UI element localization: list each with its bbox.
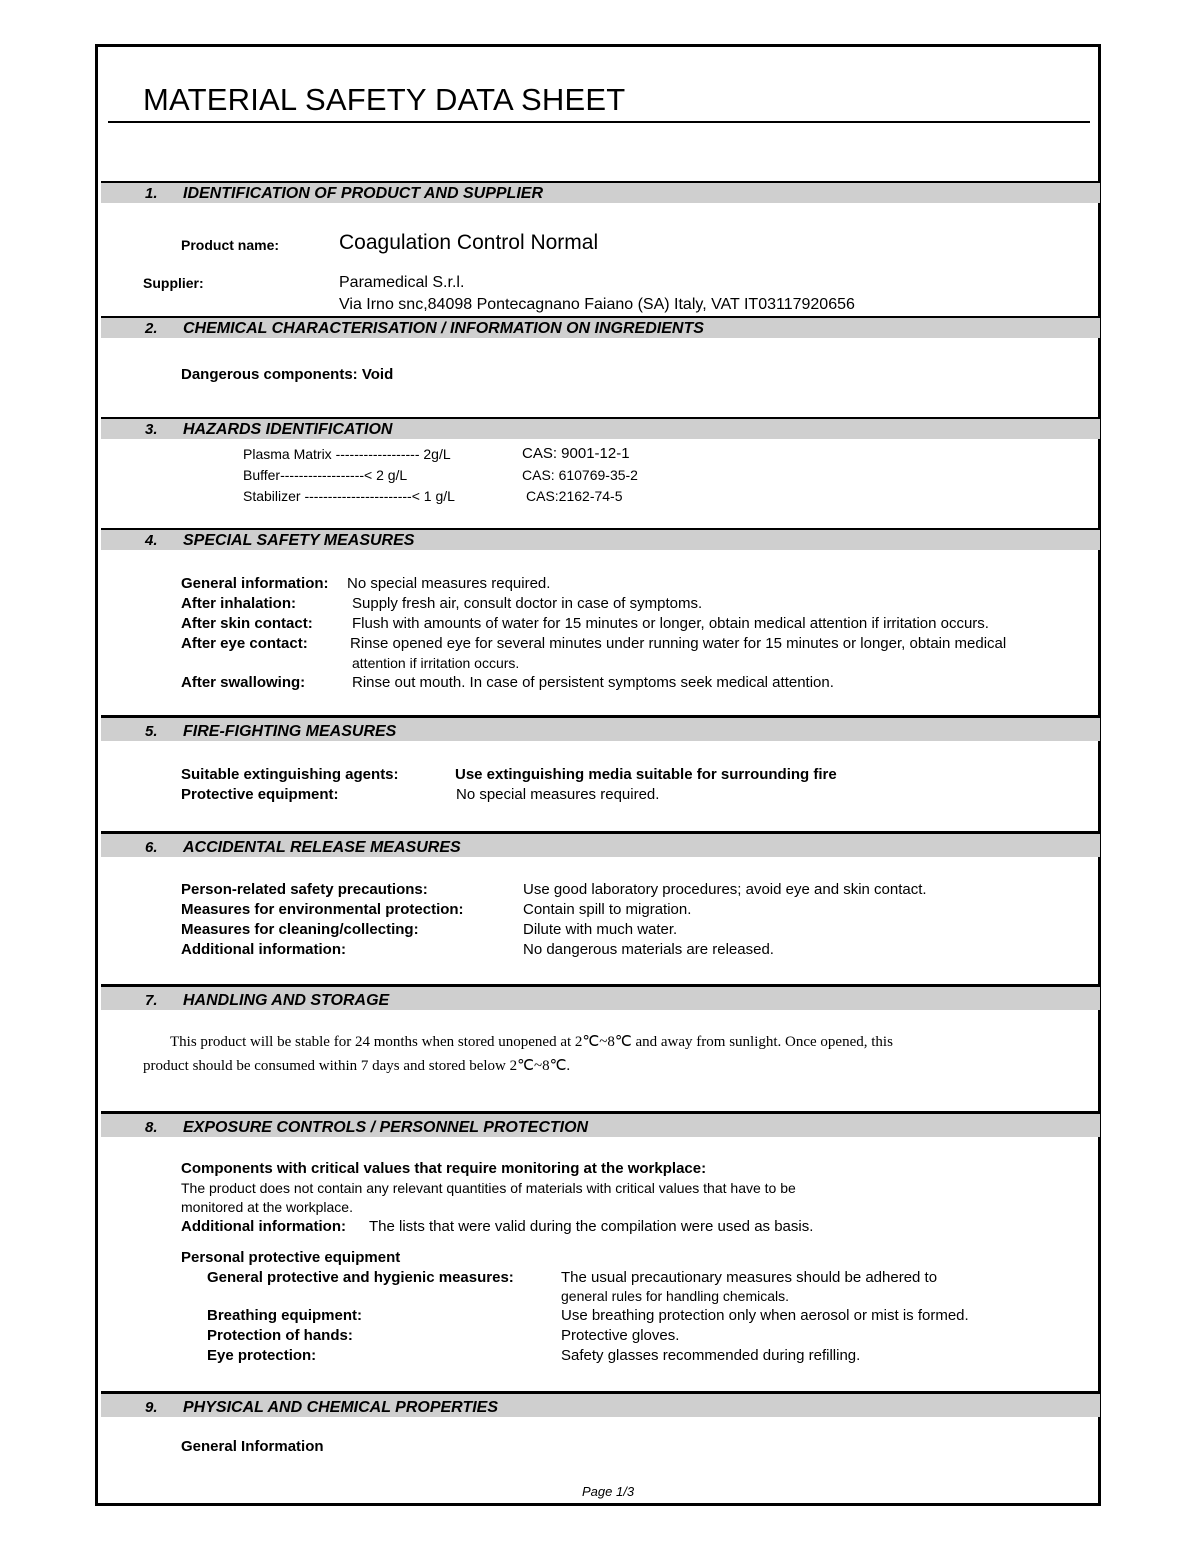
measure-label: General information: bbox=[181, 575, 329, 592]
section-3-header bbox=[101, 417, 1100, 439]
section-5-header bbox=[101, 715, 1100, 741]
measure-value: Rinse opened eye for several minutes under running water for 15 minutes or longer, obtain medical bbox=[350, 635, 1007, 652]
ppe-heading: Personal protective equipment bbox=[181, 1249, 401, 1266]
section-title: FIRE-FIGHTING MEASURES bbox=[183, 723, 397, 740]
section-title: HANDLING AND STORAGE bbox=[183, 992, 390, 1009]
ppe-label: General protective and hygienic measures: bbox=[207, 1269, 514, 1286]
section-number: 5. bbox=[145, 723, 158, 740]
measure-value: Rinse out mouth. In case of persistent symptoms seek medical attention. bbox=[352, 674, 834, 691]
release-value: Dilute with much water. bbox=[523, 921, 678, 938]
ppe-label: Eye protection: bbox=[207, 1347, 317, 1364]
section-2-header bbox=[101, 316, 1100, 338]
ppe-value: Protective gloves. bbox=[561, 1327, 680, 1344]
measure-label: After eye contact: bbox=[181, 635, 308, 652]
section-number: 3. bbox=[145, 421, 158, 438]
dangerous-components: Dangerous components: Void bbox=[181, 366, 394, 383]
release-label: Additional information: bbox=[181, 941, 346, 958]
ppe-value: Use breathing protection only when aerosol or mist is formed. bbox=[561, 1307, 969, 1324]
measure-value: Flush with amounts of water for 15 minutes or longer, obtain medical attention if irritation occurs. bbox=[352, 615, 989, 632]
components-text: The product does not contain any relevant quantities of materials with critical values that have to be bbox=[181, 1180, 796, 1196]
section-number: 6. bbox=[145, 839, 158, 856]
measure-value-cont: attention if irritation occurs. bbox=[352, 655, 520, 671]
section-8-header bbox=[101, 1111, 1100, 1137]
components-text-cont: monitored at the workplace. bbox=[181, 1199, 353, 1215]
ingredient-cas: CAS:2162-74-5 bbox=[526, 488, 623, 504]
release-label: Measures for cleaning/collecting: bbox=[181, 921, 419, 938]
ingredient-name: Stabilizer -----------------------< 1 g/L bbox=[243, 488, 455, 504]
measure-value: No special measures required. bbox=[347, 575, 551, 592]
release-value: No dangerous materials are released. bbox=[523, 941, 774, 958]
ingredient-cas: CAS: 9001-12-1 bbox=[522, 445, 630, 462]
section-number: 7. bbox=[145, 992, 158, 1009]
measure-label: After skin contact: bbox=[181, 615, 313, 632]
section-number: 8. bbox=[145, 1119, 158, 1136]
ppe-value-cont: general rules for handling chemicals. bbox=[561, 1288, 790, 1304]
section-9-header bbox=[101, 1391, 1100, 1417]
section-title: HAZARDS IDENTIFICATION bbox=[183, 421, 393, 438]
page-number: Page 1/3 bbox=[582, 1484, 635, 1499]
additional-value: The lists that were valid during the compilation were used as basis. bbox=[369, 1218, 814, 1235]
measure-label: After inhalation: bbox=[181, 595, 296, 612]
section-title: ACCIDENTAL RELEASE MEASURES bbox=[183, 839, 461, 856]
general-information: General Information bbox=[181, 1438, 324, 1455]
section-number: 9. bbox=[145, 1399, 158, 1416]
section-1-header bbox=[101, 181, 1100, 203]
storage-text-cont: product should be consumed within 7 days and stored below 2℃~8℃. bbox=[143, 1058, 571, 1074]
release-value: Contain spill to migration. bbox=[523, 901, 692, 918]
supplier-label: Supplier: bbox=[143, 275, 204, 291]
section-title: IDENTIFICATION OF PRODUCT AND SUPPLIER bbox=[183, 185, 543, 202]
ppe-label: Breathing equipment: bbox=[207, 1307, 363, 1324]
storage-text: This product will be stable for 24 months when stored unopened at 2℃~8℃ and away from sunlight. Once opened, this bbox=[170, 1034, 893, 1050]
section-title: CHEMICAL CHARACTERISATION / INFORMATION ON INGREDIENTS bbox=[183, 320, 704, 337]
supplier-name: Paramedical S.r.l. bbox=[339, 274, 465, 291]
ingredient-name: Plasma Matrix ------------------ 2g/L bbox=[243, 446, 451, 462]
supplier-address: Via Irno snc,84098 Pontecagnano Faiano (SA) Italy, VAT IT03117920656 bbox=[339, 296, 855, 313]
section-title: PHYSICAL AND CHEMICAL PROPERTIES bbox=[183, 1399, 499, 1416]
product-name-value: Coagulation Control Normal bbox=[339, 231, 599, 254]
section-number: 2. bbox=[145, 320, 158, 337]
ppe-value: The usual precautionary measures should be adhered to bbox=[561, 1269, 938, 1286]
document-title: MATERIAL SAFETY DATA SHEET bbox=[143, 82, 626, 117]
section-number: 4. bbox=[145, 532, 158, 549]
ingredient-name: Buffer------------------< 2 g/L bbox=[243, 467, 408, 483]
product-name-label: Product name: bbox=[181, 237, 280, 253]
fire-value: Use extinguishing media suitable for surrounding fire bbox=[455, 766, 837, 783]
ingredient-cas: CAS: 610769-35-2 bbox=[522, 467, 638, 483]
ppe-value: Safety glasses recommended during refilling. bbox=[561, 1347, 861, 1364]
fire-label: Protective equipment: bbox=[181, 786, 339, 803]
title-underline bbox=[108, 121, 1090, 123]
measure-value: Supply fresh air, consult doctor in case of symptoms. bbox=[352, 595, 703, 612]
fire-value: No special measures required. bbox=[456, 786, 660, 803]
components-heading: Components with critical values that require monitoring at the workplace: bbox=[181, 1160, 707, 1177]
section-4-header bbox=[101, 528, 1100, 550]
section-number: 1. bbox=[145, 185, 158, 202]
release-label: Person-related safety precautions: bbox=[181, 881, 428, 898]
fire-label: Suitable extinguishing agents: bbox=[181, 766, 399, 783]
section-7-header bbox=[101, 984, 1100, 1010]
section-title: EXPOSURE CONTROLS / PERSONNEL PROTECTION bbox=[183, 1119, 589, 1136]
additional-label: Additional information: bbox=[181, 1218, 346, 1235]
section-title: SPECIAL SAFETY MEASURES bbox=[183, 532, 415, 549]
section-6-header bbox=[101, 831, 1100, 857]
release-value: Use good laboratory procedures; avoid eye and skin contact. bbox=[523, 881, 927, 898]
release-label: Measures for environmental protection: bbox=[181, 901, 464, 918]
measure-label: After swallowing: bbox=[181, 674, 306, 691]
ppe-label: Protection of hands: bbox=[207, 1327, 353, 1344]
